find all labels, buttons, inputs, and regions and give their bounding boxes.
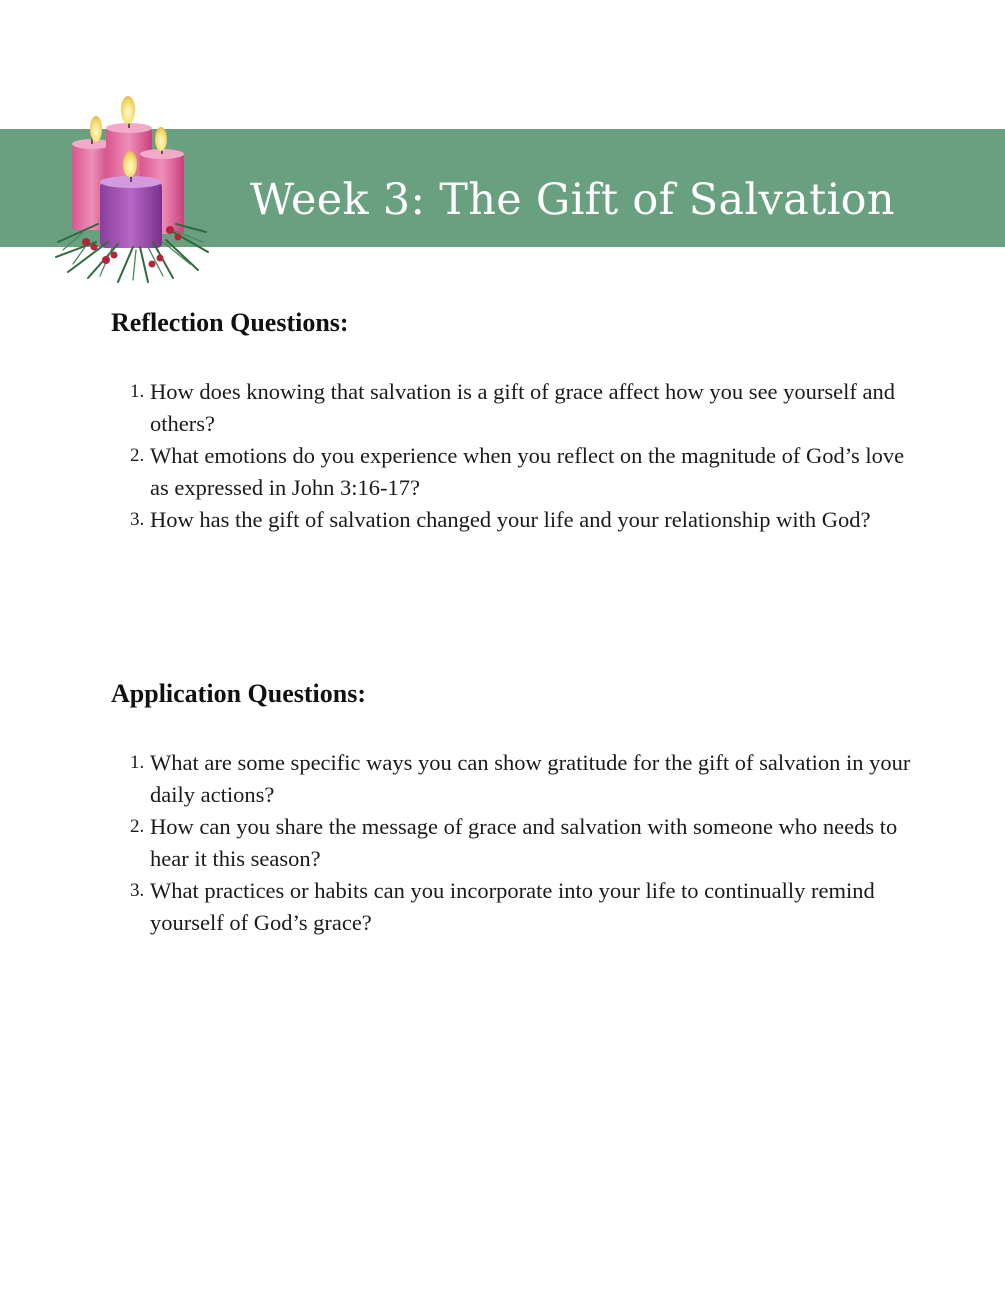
list-item <box>111 747 911 811</box>
question-number: 1. <box>130 381 145 402</box>
page-title: Week 3: The Gift of Salvation <box>250 175 895 225</box>
list-item <box>111 504 911 536</box>
question-text: What emotions do you experience when you reflect on the magnitude of God’s love as expressed in John 3:16-17? <box>150 443 905 500</box>
application-question-list <box>111 747 911 939</box>
question-text: How does knowing that salvation is a gift of grace affect how you see yourself and others? <box>150 379 896 436</box>
advent-candles-icon <box>48 92 218 284</box>
question-number: 2. <box>130 816 145 837</box>
question-text: What are some specific ways you can show gratitude for the gift of salvation in your daily actions? <box>150 750 911 807</box>
reflection-question-list <box>111 376 911 536</box>
question-number: 2. <box>130 445 145 466</box>
list-item <box>111 440 911 504</box>
question-text: How has the gift of salvation changed your life and your relationship with God? <box>150 507 871 532</box>
question-number: 1. <box>130 752 145 773</box>
question-text: What practices or habits can you incorporate into your life to continually remind yourself of God’s grace? <box>150 878 875 935</box>
question-number: 3. <box>130 509 145 530</box>
question-text: How can you share the message of grace and salvation with someone who needs to hear it this season? <box>150 814 898 871</box>
reflection-heading: Reflection Questions: <box>111 308 349 337</box>
question-number: 3. <box>130 880 145 901</box>
list-item <box>111 376 911 440</box>
list-item <box>111 875 911 939</box>
list-item <box>111 811 911 875</box>
application-heading: Application Questions: <box>111 679 366 708</box>
